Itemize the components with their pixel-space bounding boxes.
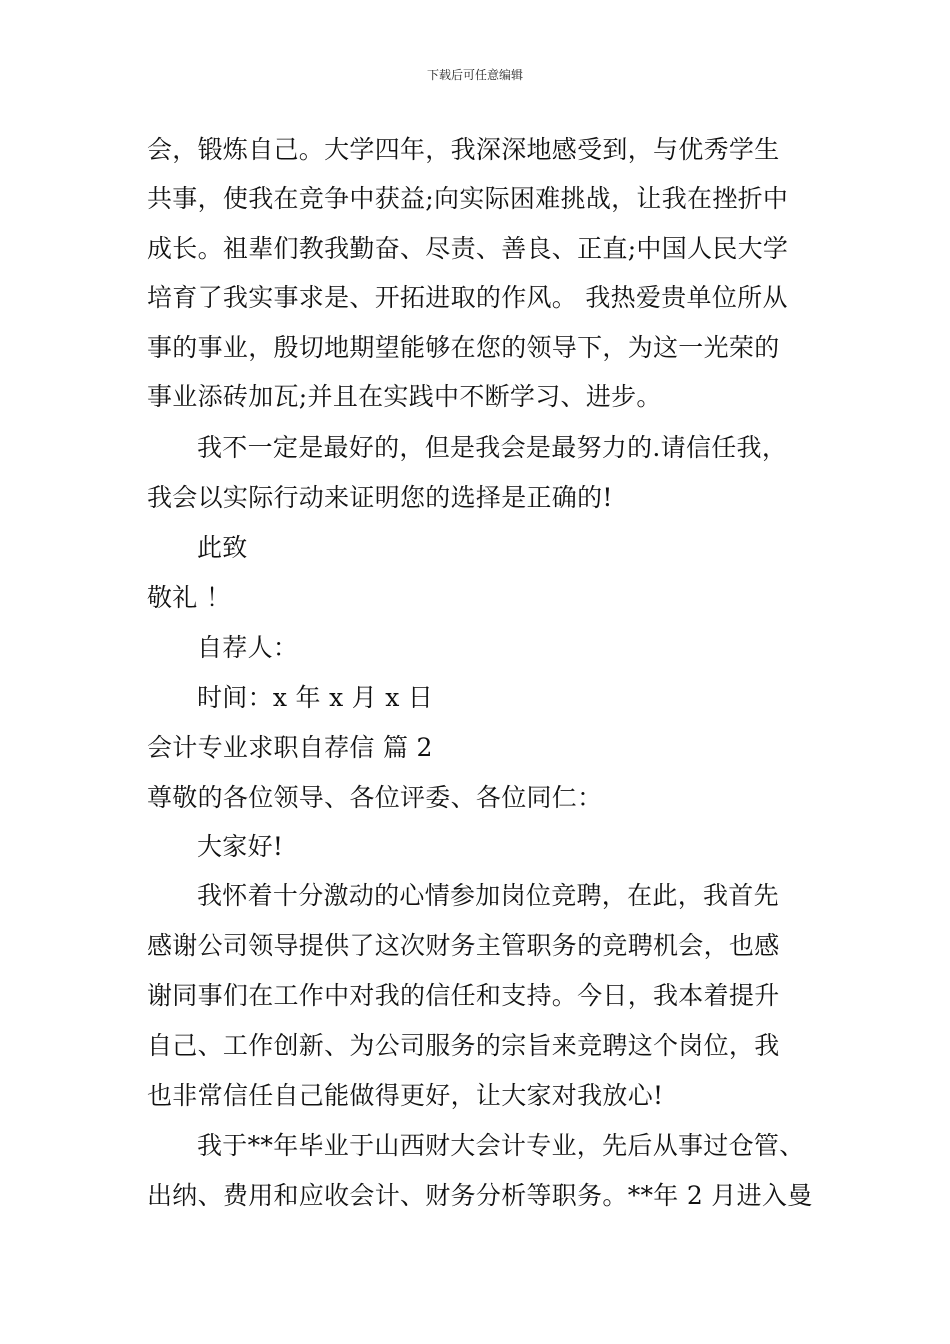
closing-regards: 敬礼 ！ [147, 583, 232, 612]
text-line: 会，锻炼自己。大学四年，我深深地感受到，与优秀学生 [147, 135, 780, 164]
greeting-line: 大家好! [197, 832, 284, 861]
closing-salutation: 此致 [197, 533, 248, 562]
section-title: 会计专业求职自荐信 篇 2 [147, 733, 433, 762]
text-line: 自己、工作创新、为公司服务的宗旨来竞聘这个岗位，我 [147, 1031, 780, 1060]
page-header: 下载后可任意编辑 [426, 68, 523, 82]
text-line: 我怀着十分激动的心情参加岗位竞聘，在此，我首先 [197, 881, 779, 910]
signature-label: 自荐人： [197, 633, 299, 662]
text-line: 共事，使我在竞争中获益;向实际困难挑战，让我在挫折中 [147, 184, 789, 213]
text-line: 我于**年毕业于山西财大会计专业，先后从事过仓管、 [197, 1131, 805, 1160]
text-line: 也非常信任自己能做得更好，让大家对我放心! [147, 1081, 664, 1110]
greeting: 尊敬的各位领导、各位评委、各位同仁： [147, 783, 603, 812]
text-line: 事业添砖加瓦;并且在实践中不断学习、进步。 [147, 382, 662, 411]
text-line: 成长。祖辈们教我勤奋、尽责、善良、正直;中国人民大学 [147, 234, 789, 263]
text-line: 事的事业，殷切地期望能够在您的领导下，为这一光荣的 [147, 333, 780, 362]
text-line: 培育了我实事求是、开拓进取的作风。 我热爱贵单位所从 [147, 283, 788, 312]
date-line: 时间：x 年 x 月 x 日 [197, 683, 434, 712]
text-line: 感谢公司领导提供了这次财务主管职务的竞聘机会，也感 [147, 931, 780, 960]
text-line: 谢同事们在工作中对我的信任和支持。今日，我本着提升 [147, 981, 780, 1010]
text-line: 出纳、费用和应收会计、财务分析等职务。**年 2 月进入曼 [147, 1181, 813, 1210]
text-line: 我不一定是最好的，但是我会是最努力的.请信任我， [197, 433, 788, 462]
text-line: 我会以实际行动来证明您的选择是正确的! [147, 483, 613, 512]
